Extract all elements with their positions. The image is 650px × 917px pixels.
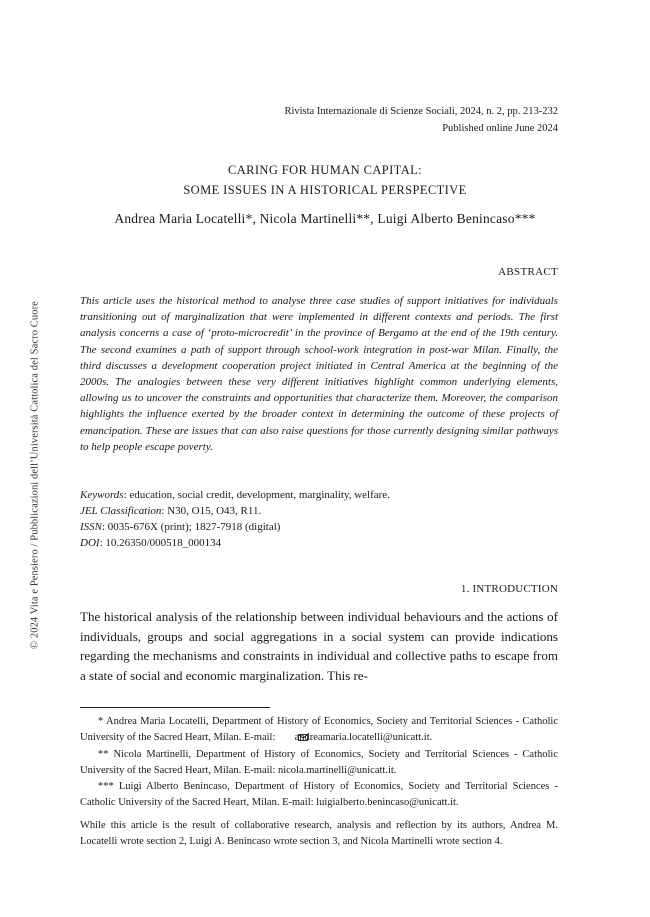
keywords-value: : education, social credit, development, marginality, welfare. — [123, 489, 390, 501]
issn-value: : 0035-676X (print); 1827-7918 (digital) — [102, 521, 281, 533]
doi-label: DOI — [80, 537, 100, 549]
abstract-text: This article uses the historical method to analyse three case studies of support initiatives for individuals transitioning out of marginalization that were implemented in different contexts and periods. The first analysis concerns a case of ‘proto-microcredit’ in the province of Bergamo at the end of the 19th century. The second examines a path of support through school-work integration in post-war Milan. Finally, the third discusses a development cooperation project initiated in Central America at the beginning of the 2000s. The analogies between these very different initiatives highlight common underlying elements, allowing us to uncover the constraints and opportunities that characterize them. Moreover, the comparison highlights the influence exerted by the broader context in determining the outcome of these projects of emancipation. These are issues that can also raise questions for those currently designing similar pathways to help people escape poverty. — [80, 295, 558, 453]
article-title — [0, 160, 650, 200]
contribution-note: While this article is the result of collaborative research, analysis and reflection by its authors, Andrea M. Locatelli wrote section 2, Luigi A. Benincaso wrote section 3, and Nicola Martinelli wrote section 4. — [80, 819, 558, 848]
jel-value: : N30, O15, O43, R11. — [161, 505, 262, 517]
footnote-author-2: ** Nicola Martinelli, Department of History of Economics, Society and Territorial Sciences - Catholic University of the Sacred Heart, Milan. E-mail: nicola.martinelli@unicatt.it. — [80, 748, 558, 776]
section-heading-introduction: 1. INTRODUCTION — [460, 583, 558, 595]
footnotes — [80, 714, 558, 850]
author-list: Andrea Maria Locatelli*, Nicola Martinelli**, Luigi Alberto Benincaso*** — [114, 211, 536, 226]
doi-value: : 10.26350/000518_000134 — [99, 537, 222, 549]
copyright-text: © 2024 Vita e Pensiero / Pubblicazioni dell’Università Cattolica del Sacro Cuore — [29, 301, 41, 649]
title-line-1: CARING FOR HUMAN CAPITAL: — [227, 163, 423, 177]
doi-row — [80, 535, 558, 551]
introduction-text: The historical analysis of the relationship between individual behaviours and the actions of individuals, groups and social aggregations in a social system can provide indications regarding the mechanisms and constraints in individual and collective paths to escape from a state of social and economic marginalization. This re- — [80, 609, 558, 683]
publication-date: Published online June 2024 — [442, 123, 558, 134]
footnote-1-text: * Andrea Maria Locatelli, Department of History of Economics, Society and Territorial Sciences - Catholic University of the Sacred Heart, Milan. E-mail: — [80, 716, 558, 744]
envelope-icon — [280, 731, 290, 738]
footnote-author-3: *** Luigi Alberto Benincaso, Department of History of Economics, Society and Territorial Sciences - Catholic University of the Sacred Heart, Milan. E-mail: luigialberto.benincaso@unicatt.it. — [80, 781, 558, 809]
footnote-author-1 — [80, 714, 558, 747]
keywords-label: Keywords — [80, 489, 124, 501]
footnote-divider — [80, 707, 270, 708]
article-metadata — [80, 487, 558, 551]
abstract-heading: ABSTRACT — [498, 266, 558, 278]
footnote-1-email[interactable]: andreamaria.locatelli@unicatt.it. — [294, 732, 433, 744]
issn-label: ISSN — [80, 521, 102, 533]
keywords-row — [80, 487, 558, 503]
issn-row — [80, 519, 558, 535]
title-line-2: SOME ISSUES IN A HISTORICAL PERSPECTIVE — [183, 183, 467, 197]
journal-citation: Rivista Internazionale di Scienze Sociali, 2024, n. 2, pp. 213-232 — [284, 106, 558, 117]
jel-row — [80, 503, 558, 519]
jel-label: JEL Classification — [80, 505, 162, 517]
